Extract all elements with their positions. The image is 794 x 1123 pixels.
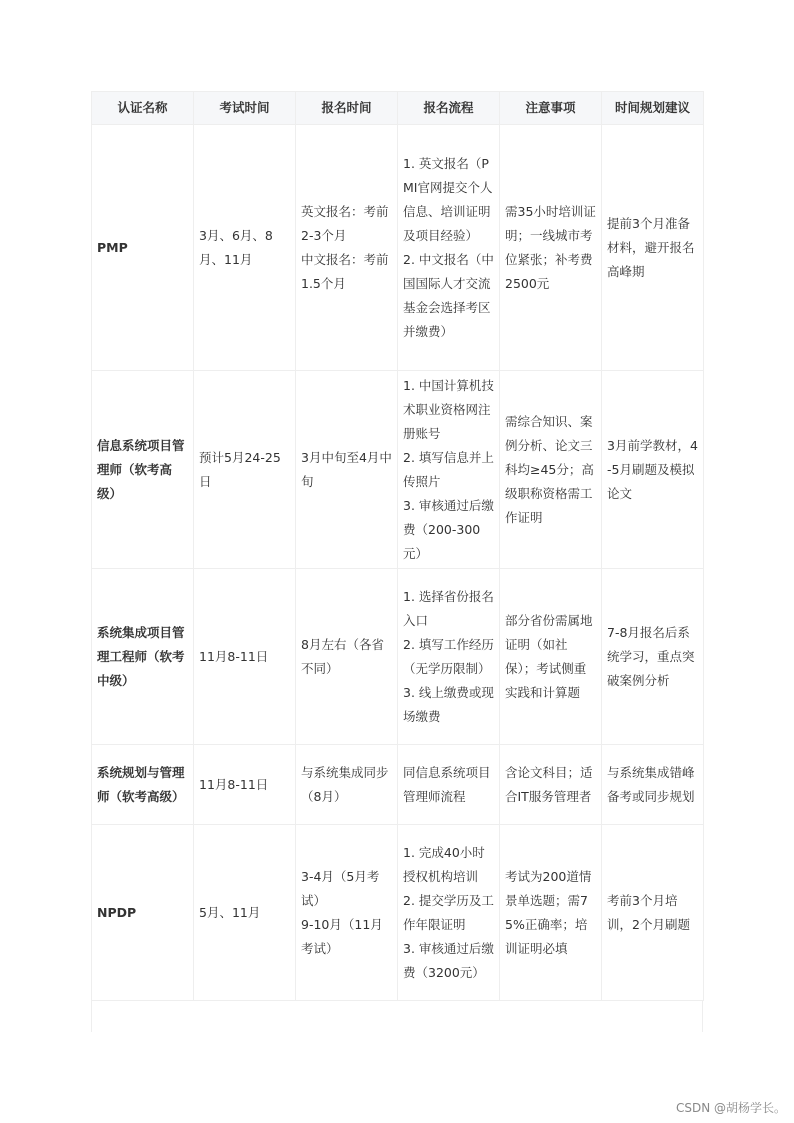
cell-text: 系统规划与管理师（软考高级） [97, 764, 185, 804]
table-row [92, 371, 704, 569]
cell-text: 系统集成项目管理工程师（软考中级） [97, 624, 185, 688]
cell-process [398, 825, 500, 1001]
cell-line: 3月前学教材，4-5月刷题及模拟论文 [607, 437, 698, 501]
cell-line: 1. 选择省份报名入口 [403, 588, 494, 628]
cell-line: 2. 提交学历及工作年限证明 [403, 892, 494, 932]
certification-table [91, 91, 704, 1001]
document-page [91, 91, 703, 1001]
table-row [92, 825, 704, 1001]
cell-plan [602, 745, 704, 825]
cell-plan [602, 569, 704, 745]
cell-process [398, 569, 500, 745]
cell-exam-time [194, 371, 296, 569]
header-exam-time: 考试时间 [194, 92, 296, 125]
cell-line: 11月8-11日 [199, 776, 269, 792]
cell-line: 需综合知识、案例分析、论文三科均≥45分；高级职称资格需工作证明 [505, 413, 594, 525]
cell-line: 7-8月报名后系统学习，重点突破案例分析 [607, 624, 695, 688]
cell-line: 英文报名：考前2-3个月 [301, 203, 389, 243]
cell-line: 需35小时培训证明；一线城市考位紧张；补考费2500元 [505, 203, 596, 291]
cell-line: 1. 中国计算机技术职业资格网注册账号 [403, 377, 494, 441]
cell-line: 考试为200道情景单选题；需75%正确率；培训证明必填 [505, 868, 592, 956]
cell-line: 1. 英文报名（PMI官网提交个人信息、培训证明及项目经验） [403, 155, 493, 243]
cell-line: 3. 线上缴费或现场缴费 [403, 684, 494, 724]
cell-notes [500, 569, 602, 745]
cell-line: 8月左右（各省不同） [301, 636, 384, 676]
table-row [92, 569, 704, 745]
cell-line: 部分省份需属地证明（如社保）；考试侧重实践和计算题 [505, 612, 593, 700]
cell-line: 3月、6月、8月、11月 [199, 227, 273, 267]
header-plan: 时间规划建议 [602, 92, 704, 125]
cell-line: 2. 填写信息并上传照片 [403, 449, 494, 489]
header-process: 报名流程 [398, 92, 500, 125]
cell-line: 2. 填写工作经历（无学历限制） [403, 636, 494, 676]
cell-line: 1. 完成40小时授权机构培训 [403, 844, 485, 884]
cell-notes [500, 371, 602, 569]
cell-exam-time [194, 745, 296, 825]
cell-line: 11月8-11日 [199, 648, 269, 664]
cell-line: 预计5月24-25日 [199, 449, 281, 489]
cell-cert-name [92, 371, 194, 569]
cell-register-time [296, 825, 398, 1001]
cell-register-time [296, 569, 398, 745]
cell-plan [602, 825, 704, 1001]
table-header-row [92, 92, 704, 125]
cell-line: 中文报名：考前1.5个月 [301, 251, 389, 291]
cell-line: 9-10月（11月考试） [301, 916, 383, 956]
cell-process [398, 745, 500, 825]
cell-line: 提前3个月准备材料，避开报名高峰期 [607, 215, 695, 279]
cell-register-time [296, 371, 398, 569]
watermark: CSDN @胡杨学长。 [675, 1101, 786, 1115]
cell-plan [602, 371, 704, 569]
cell-process [398, 125, 500, 371]
table-row [92, 745, 704, 825]
cell-line: 与系统集成错峰备考或同步规划 [607, 764, 695, 804]
cell-cert-name [92, 745, 194, 825]
cell-line: 3. 审核通过后缴费（200-300元） [403, 497, 494, 561]
cell-line: 考前3个月培训，2个月刷题 [607, 892, 690, 932]
cell-line: 2. 中文报名（中国国际人才交流基金会选择考区并缴费） [403, 251, 494, 339]
cell-process [398, 371, 500, 569]
cell-plan [602, 125, 704, 371]
cell-text: NPDP [97, 904, 137, 920]
cell-line: 3. 审核通过后缴费（3200元） [403, 940, 494, 980]
header-register-time: 报名时间 [296, 92, 398, 125]
header-notes: 注意事项 [500, 92, 602, 125]
cell-register-time [296, 745, 398, 825]
header-cert-name: 认证名称 [92, 92, 194, 125]
cell-text: 信息系统项目管理师（软考高级） [97, 437, 185, 501]
cell-line: 同信息系统项目管理师流程 [403, 764, 491, 804]
cell-notes [500, 825, 602, 1001]
cell-notes [500, 125, 602, 371]
cell-text: PMP [97, 239, 128, 255]
cell-line: 5月、11月 [199, 904, 261, 920]
cell-line: 3-4月（5月考试） [301, 868, 380, 908]
cell-exam-time [194, 125, 296, 371]
cell-line: 3月中旬至4月中旬 [301, 449, 392, 489]
cell-cert-name [92, 569, 194, 745]
cell-line: 与系统集成同步（8月） [301, 764, 389, 804]
table-row [92, 125, 704, 371]
cell-exam-time [194, 825, 296, 1001]
cell-line: 含论文科目；适合IT服务管理者 [505, 764, 593, 804]
table-continuation [91, 1001, 703, 1032]
cell-cert-name [92, 125, 194, 371]
cell-cert-name [92, 825, 194, 1001]
cell-notes [500, 745, 602, 825]
cell-register-time [296, 125, 398, 371]
cell-exam-time [194, 569, 296, 745]
